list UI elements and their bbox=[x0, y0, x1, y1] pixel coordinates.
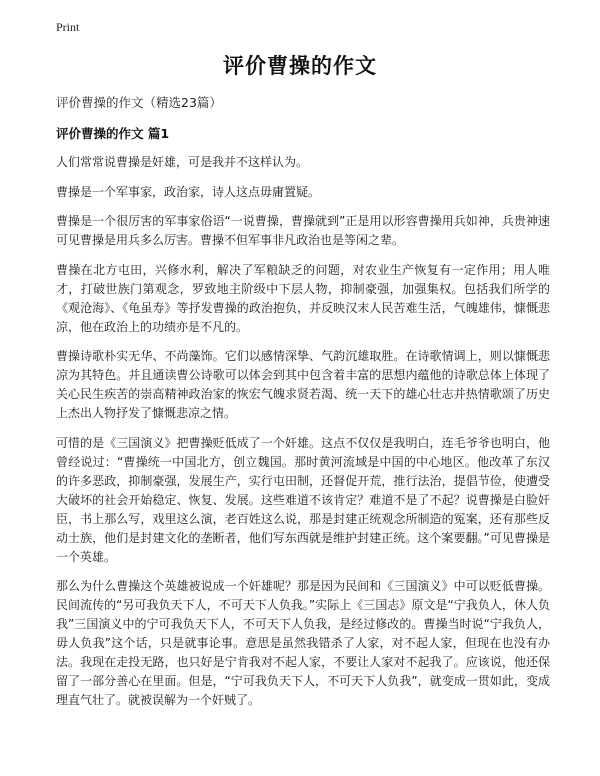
paragraph: 曹操在北方屯田，兴修水利，解决了军粮缺乏的问题，对农业生产恢复有一定作用；用人唯才，打破世族门第观念，罗致地主阶级中下层人物，抑制豪强，加强集权。包括我们所学的《观沧海》、《龟虽寿》等抒发曹操的政治抱负，并反映汉末人民苦难生活，气魄雄伟，慷慨悲凉，他在政治上的功绩亦是不凡的。 bbox=[56, 262, 550, 334]
paragraph: 人们常常说曹操是奸雄，可是我并不这样认为。 bbox=[56, 155, 309, 169]
paragraph: 曹操诗歌朴实无华、不尚藻饰。它们以感情深挚、气韵沉雄取胜。在诗歌情调上，则以慷慨悲凉为其特色。并且通读曹公诗歌可以体会到其中包含着丰富的思想内蕴他的诗歌总体上体现了关心民生疾苦的崇高精神政治家的恢宏气魄求贤若渴、统一天下的雄心壮志并热情歌颂了历史上杰出人物抒发了慷慨悲凉之情。 bbox=[56, 349, 550, 420]
page-title: 评价曹操的作文 bbox=[223, 54, 377, 78]
print-link[interactable]: Print bbox=[56, 20, 80, 34]
section-heading: 评价曹操的作文 篇1 bbox=[56, 126, 170, 141]
paragraph: 那么为什么曹操这个英雄被说成一个奸雄呢？那是因为民间和《三国演义》中可以贬低曹操。民间流传的“另可我负天下人，不可天下人负我。”实际上《三国志》原文是“宁我负人，休人负我”三国演义中的宁可我负天下人，不可天下人负我，是经过修改的。曹操当时说“宁我负人，毋人负我”这个话，只是就事论事。意思是虽然我错杀了人家，对不起人家，但现在也没有办法。我现在走投无路，也只好是宁肯我对不起人家，不要让人家对不起我了。应该说，他还保留了一部分善心在里面。但是，“宁可我负天下人，不可天下人负我”，就变成一贯如此，变成理直气壮了。就被误解为一个奸贼了。 bbox=[56, 579, 550, 707]
paragraph: 可惜的是《三国演义》把曹操贬低成了一个奸雄。这点不仅仅是我明白，连毛爷爷也明白，他曾经说过：“曹操统一中国北方，创立魏国。那时黄河流域是中国的中心地区。他改革了东汉的许多恶政，抑制豪强，发展生产，实行屯田制，还督促开荒，推行法治，提倡节俭，使遭受大破坏的社会开始稳定、恢复、发展。这些难道不该肯定？难道不是了不起？说曹操是白脸奸臣，书上那么写，戏里这么演，老百姓这么说，那是封建正统观念所制造的冤案，还有那些反动士族，他们是封建文化的垄断者，他们写东西就是维护封建正统。这个案要翻。”可见曹操是一个英雄。 bbox=[56, 435, 550, 564]
paragraph: 曹操是一个军事家，政治家，诗人这点毋庸置疑。 bbox=[56, 184, 321, 199]
paragraph: 曹操是一个很厉害的军事家俗语“一说曹操，曹操就到”正是用以形容曹操用兵如神，兵贵神速可见曹操是用兵多么厉害。曹操不但军事非凡政治也是等闲之辈。 bbox=[56, 214, 550, 247]
page-subtitle: 评价曹操的作文（精选23篇） bbox=[56, 95, 222, 110]
article-body bbox=[56, 153, 550, 721]
